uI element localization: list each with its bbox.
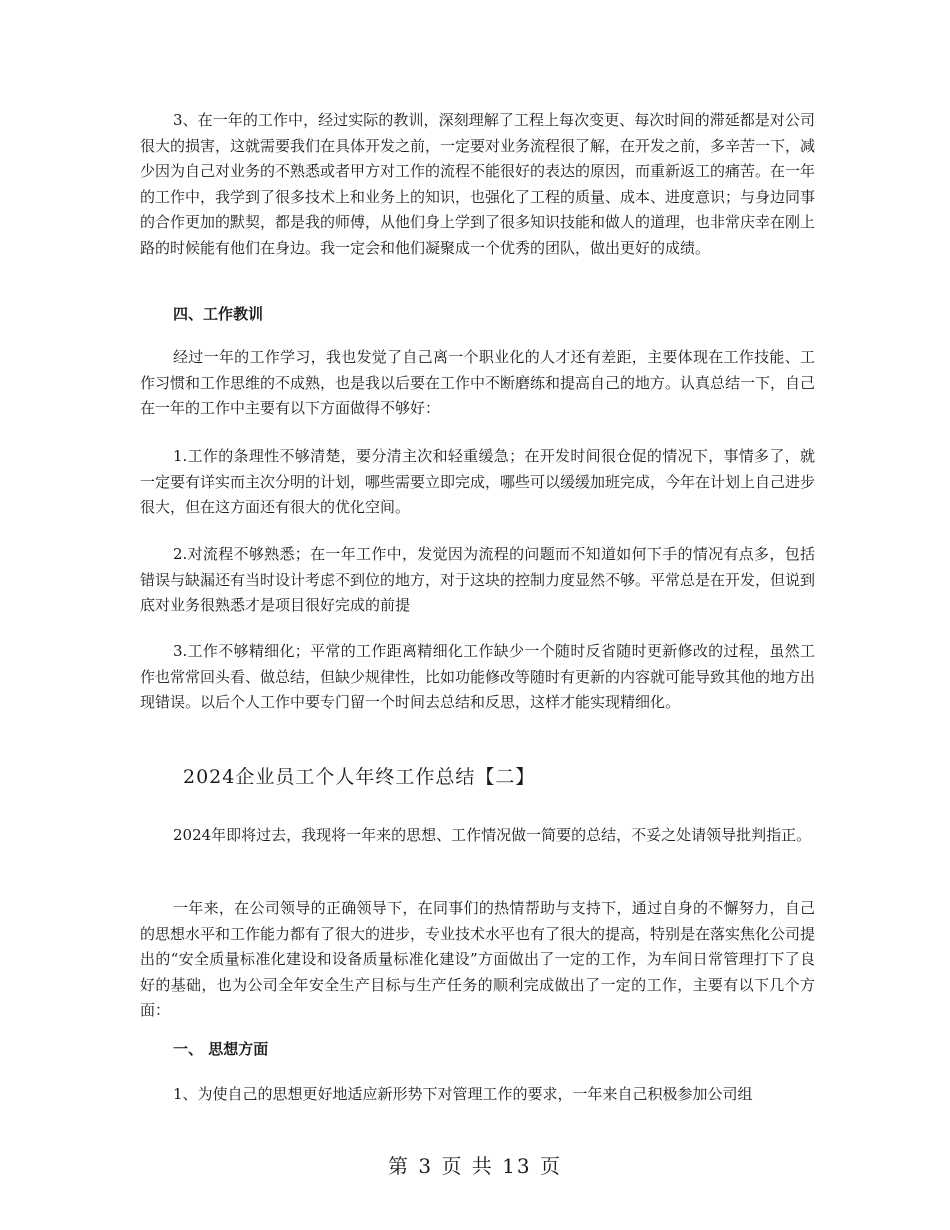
document-title-part-2: 2024企业员工个人年终工作总结【二】 <box>183 766 536 788</box>
paragraph-lesson-3: 3、在一年的工作中，经过实际的教训，深刻理解了工程上每次变更、每次时间的滞延都是对公司很大的损害，这就需要我们在具体开发之前，一定要对业务流程很了解，在开发之前，多辛苦一下，减少因为自己对业务的不熟悉或者甲方对工作的流程不能很好的表达的原因，而重新返工的痛苦。在一年的工作中，我学到了很多技术上和业务上的知识，也强化了工程的质量、成本、进度意识；与身边同事的合作更加的默契，都是我的师傅，从他们身上学到了很多知识技能和做人的道理，也非常庆幸在刚上路的时候能有他们在身边。我一定会和他们凝聚成一个优秀的团队，做出更好的成绩。 <box>140 111 816 257</box>
section-heading-thinking: 一、 思想方面 <box>173 1040 269 1058</box>
paragraph-lesson-item-3: 3.工作不够精细化；平常的工作距离精细化工作缺少一个随时反省随时更新修改的过程，虽然工作也常常回头看、做总结，但缺少规律性，比如功能修改等随时有更新的内容就可能导致其他的地方出现错误。以后个人工作中要专门留一个时间去总结和反思，这样才能实现精细化。 <box>140 642 816 711</box>
section-heading-work-lessons: 四、工作教训 <box>173 305 264 323</box>
paragraph-year-overview: 一年来，在公司领导的正确领导下，在同事们的热情帮助与支持下，通过自身的不懈努力，自己的思想水平和工作能力都有了很大的进步，专业技术水平也有了很大的提高，特别是在落实焦化公司提出的“安全质量标准化建设和设备质量标准化建设”方面做出了一定的工作，为车间日常管理打下了良好的基础，也为公司全年安全生产目标与生产任务的顺利完成做出了一定的工作，主要有以下几个方面： <box>140 899 816 1019</box>
paragraph-summary-intro: 2024年即将过去，我现将一年来的思想、工作情况做一简要的总结，不妥之处请领导批判指正。 <box>173 826 812 844</box>
paragraph-lesson-item-2: 2.对流程不够熟悉；在一年工作中，发觉因为流程的问题而不知道如何下手的情况有点多，包括错误与缺漏还有当时设计考虑不到位的地方，对于这块的控制力度显然不够。平常总是在开发，但说到底对业务很熟悉才是项目很好完成的前提 <box>140 545 816 614</box>
paragraph-thinking-1: 1、为使自己的思想更好地适应新形势下对管理工作的要求，一年来自己积极参加公司组 <box>173 1085 753 1103</box>
paragraph-lesson-item-1: 1.工作的条理性不够清楚，要分清主次和轻重缓急；在开发时间很仓促的情况下，事情多了，就一定要有详实而主次分明的计划，哪些需要立即完成，哪些可以缓缓加班完成，今年在计划上自己进步很大，但在这方面还有很大的优化空间。 <box>140 447 816 516</box>
page-number-footer: 第 3 页 共 13 页 <box>388 1154 562 1178</box>
paragraph-lessons-intro: 经过一年的工作学习，我也发觉了自己离一个职业化的人才还有差距，主要体现在工作技能、工作习惯和工作思维的不成熟，也是我以后要在工作中不断磨练和提高自己的地方。认真总结一下，自己在一年的工作中主要有以下方面做得不够好： <box>140 348 816 417</box>
